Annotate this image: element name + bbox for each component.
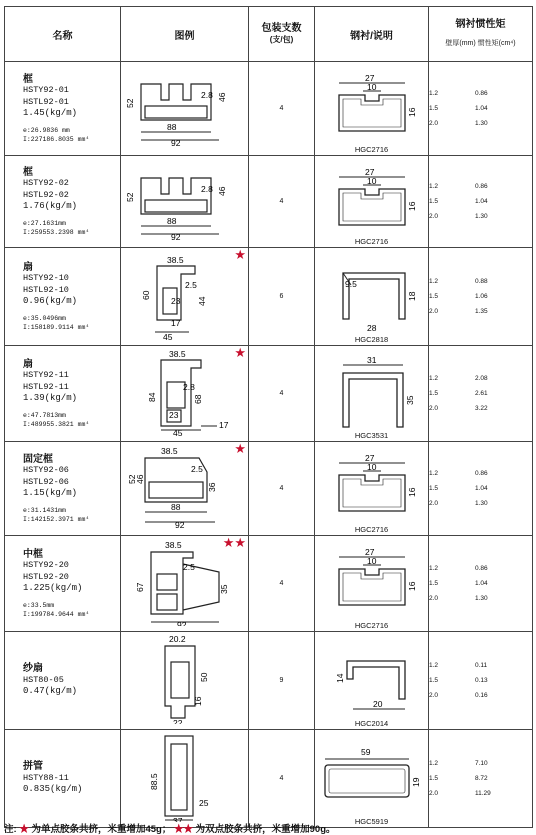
header-row: [5, 7, 533, 62]
dimension-label: 88: [171, 502, 181, 512]
steel-dimension-label: 27: [365, 547, 375, 557]
inertia-row: [429, 386, 532, 401]
steel-cell: [315, 248, 429, 346]
property-e: e:26.9836 mm: [23, 126, 70, 134]
dimension-label: 52: [125, 192, 135, 202]
dimension-label: 46: [217, 92, 227, 102]
profile-catalog-table: [4, 6, 533, 828]
profile-drawing: [121, 346, 247, 436]
dimension-label: 2.5: [191, 464, 203, 474]
dimension-label: 22: [173, 718, 183, 724]
wall-thickness: 1.5: [429, 198, 439, 205]
profile-drawing: [121, 156, 247, 242]
inertia-row: [429, 304, 532, 319]
steel-code: HGC2818: [354, 335, 389, 344]
wall-thickness: 2.0: [429, 213, 439, 220]
steel-drawing: [315, 737, 427, 815]
property-i: I:158189.9114 mm⁴: [23, 323, 90, 331]
steel-drawing: [315, 449, 427, 523]
product-type: 框: [23, 166, 33, 178]
footnote-prefix: 注:: [4, 824, 17, 835]
pack-count: 4: [249, 346, 315, 442]
inertia-value: 1.30: [475, 595, 488, 602]
footnote-text-double: 为双点胶条共挤，米重增加90g。: [195, 824, 336, 835]
dimension-label: 50: [199, 672, 209, 682]
product-type: 中框: [23, 548, 43, 560]
wall-thickness: 1.5: [429, 293, 439, 300]
steel-code: HGC2014: [354, 719, 389, 728]
steel-dimension-label: 10: [367, 82, 377, 92]
steel-dimension-label: 18: [407, 291, 417, 301]
steel-drawing: [315, 543, 427, 619]
unit-weight: 1.45(kg/m): [23, 108, 78, 118]
inertia-value: 1.04: [475, 105, 488, 112]
steel-dimension-label: 14: [335, 673, 345, 683]
product-code-1: HSTY92-20: [23, 560, 69, 570]
steel-dimension-label: 10: [367, 462, 377, 472]
inertia-value: 1.04: [475, 580, 488, 587]
product-code-1: HSTY88-11: [23, 772, 69, 783]
inertia-row: [429, 194, 532, 209]
dimension-label: 17: [219, 420, 229, 430]
dimension-label: 52: [127, 474, 137, 484]
steel-drawing: [315, 353, 427, 429]
dimension-label: 38.5: [161, 446, 178, 456]
steel-dimension-label: 28: [367, 323, 377, 333]
name-cell: [5, 442, 121, 536]
inertia-row: [429, 209, 532, 224]
wall-thickness: 1.5: [429, 775, 439, 782]
dimension-label: 84: [147, 392, 157, 402]
property-e: e:27.1631mm: [23, 219, 66, 227]
product-code-2: HSTL92-01: [23, 96, 69, 107]
inertia-row: [429, 496, 532, 511]
inertia-value: 8.72: [475, 775, 488, 782]
name-cell: [5, 632, 121, 730]
product-code-2: HSTL92-02: [23, 189, 69, 200]
property-i: I:489955.3821 mm⁴: [23, 420, 90, 428]
steel-dimension-label: 10: [367, 556, 377, 566]
header-steel: 钢衬/说明: [315, 7, 429, 62]
steel-code: HGC5919: [354, 817, 389, 826]
dimension-label: 35: [219, 584, 229, 594]
inertia-value: 0.16: [475, 692, 488, 699]
wall-thickness: 1.5: [429, 677, 439, 684]
property-i: I:142152.3971 mm⁴: [23, 515, 90, 523]
product-code-1: HSTY92-01: [23, 85, 69, 95]
figure-cell: [121, 632, 249, 730]
header-pack-line1: 包装支数: [261, 23, 302, 34]
figure-cell: [121, 536, 249, 632]
wall-thickness: 1.2: [429, 183, 439, 190]
product-row: [5, 62, 533, 156]
wall-thickness: 2.0: [429, 308, 439, 315]
inertia-row: [429, 771, 532, 786]
steel-cell: [315, 346, 429, 442]
figure-cell: [121, 346, 249, 442]
steel-code: HGC2716: [354, 145, 389, 154]
steel-dimension-label: 31: [367, 355, 377, 365]
pack-count: 4: [249, 62, 315, 156]
property-e: e:33.5mm: [23, 601, 55, 609]
dimension-label: 44: [197, 296, 207, 306]
unit-weight: 1.225(kg/m): [23, 583, 83, 593]
wall-thickness: 2.0: [429, 500, 439, 507]
steel-drawing: [315, 163, 427, 235]
wall-thickness: 1.2: [429, 278, 439, 285]
dimension-label: 37: [173, 816, 183, 822]
steel-cell: [315, 62, 429, 156]
header-pack-line2: (支/包): [269, 35, 294, 44]
header-figure: 图例: [121, 7, 249, 62]
dimension-label: 60: [141, 290, 151, 300]
header-inertia-sub: 壁厚(mm) 惯性矩(cm⁴): [445, 40, 516, 47]
unit-weight: 1.15(kg/m): [23, 488, 78, 498]
steel-code: HGC2716: [354, 621, 389, 630]
product-row: [5, 730, 533, 828]
inertia-row: [429, 371, 532, 386]
inertia-cell: [429, 248, 533, 346]
steel-cell: [315, 730, 429, 828]
inertia-cell: [429, 730, 533, 828]
inertia-row: [429, 688, 532, 703]
name-cell: [5, 346, 121, 442]
figure-cell: [121, 442, 249, 536]
steel-dimension-label: 20: [373, 699, 383, 709]
double-star-icon: ★★: [173, 824, 193, 835]
wall-thickness: 1.5: [429, 105, 439, 112]
inertia-value: 1.06: [475, 293, 488, 300]
product-row: [5, 632, 533, 730]
property-e: e:31.1431mm: [23, 506, 66, 514]
inertia-row: [429, 561, 532, 576]
product-row: [5, 346, 533, 442]
dimension-label: 88: [167, 122, 177, 132]
inertia-value: 1.04: [475, 485, 488, 492]
profile-drawing: [121, 730, 247, 822]
wall-thickness: 2.0: [429, 595, 439, 602]
dimension-label: 88: [167, 216, 177, 226]
dimension-label: 16: [193, 696, 203, 706]
inertia-row: [429, 756, 532, 771]
product-code-1: HST80-05: [23, 674, 64, 685]
property-e: e:35.0496mm: [23, 314, 66, 322]
inertia-value: 0.88: [475, 278, 488, 285]
inertia-value: 0.86: [475, 90, 488, 97]
steel-cell: [315, 632, 429, 730]
profile-drawing: [121, 248, 247, 340]
inertia-value: 0.11: [475, 662, 488, 669]
steel-drawing: [315, 69, 427, 143]
footnote-text-single: 为单点胶条共挤，米重增加45g；: [31, 824, 172, 835]
steel-cell: [315, 442, 429, 536]
inertia-value: 0.86: [475, 470, 488, 477]
inertia-value: 1.04: [475, 198, 488, 205]
figure-cell: [121, 248, 249, 346]
wall-thickness: 1.5: [429, 390, 439, 397]
inertia-row: [429, 466, 532, 481]
inertia-row: [429, 289, 532, 304]
star-icon: ★: [234, 441, 246, 456]
steel-dimension-label: 16: [407, 107, 417, 117]
steel-drawing: [315, 255, 427, 333]
product-type: 框: [23, 73, 33, 85]
pack-count: 6: [249, 248, 315, 346]
inertia-row: [429, 274, 532, 289]
product-code-1: HSTY92-10: [23, 273, 69, 283]
wall-thickness: 1.2: [429, 760, 439, 767]
pack-count: 4: [249, 730, 315, 828]
inertia-row: [429, 658, 532, 673]
product-type: 拼管: [23, 761, 43, 773]
wall-thickness: 1.5: [429, 485, 439, 492]
inertia-row: [429, 786, 532, 801]
inertia-cell: [429, 632, 533, 730]
steel-dimension-label: 27: [365, 453, 375, 463]
wall-thickness: 1.2: [429, 662, 439, 669]
dimension-label: 67: [135, 582, 145, 592]
dimension-label: 92: [177, 620, 187, 626]
dimension-label: 38.5: [167, 255, 184, 265]
figure-cell: [121, 730, 249, 828]
wall-thickness: 1.2: [429, 565, 439, 572]
wall-thickness: 1.2: [429, 375, 439, 382]
product-code-1: HSTY92-06: [23, 465, 69, 475]
inertia-value: 2.61: [475, 390, 488, 397]
name-cell: [5, 536, 121, 632]
steel-dimension-label: 10: [367, 176, 377, 186]
dimension-label: 36: [207, 482, 217, 492]
property-i: I:227186.8035 mm⁴: [23, 135, 90, 143]
dimension-label: 38.5: [169, 349, 186, 359]
steel-code: HGC3531: [354, 431, 389, 440]
inertia-cell: [429, 156, 533, 248]
inertia-value: 2.08: [475, 375, 488, 382]
steel-dimension-label: 27: [365, 167, 375, 177]
inertia-value: 11.29: [475, 790, 491, 797]
dimension-label: 20.2: [169, 634, 186, 644]
single-star-icon: ★: [19, 824, 29, 835]
product-code-2: HSTL92-10: [23, 284, 69, 295]
inertia-cell: [429, 536, 533, 632]
inertia-value: 0.86: [475, 565, 488, 572]
dimension-label: 92: [171, 232, 181, 242]
dimension-label: 2.8: [183, 382, 195, 392]
dimension-label: 2.8: [201, 90, 213, 100]
dimension-label: 92: [175, 520, 185, 530]
profile-drawing: [121, 632, 247, 724]
dimension-label: 2.5: [185, 280, 197, 290]
name-cell: [5, 730, 121, 828]
dimension-label: 46: [217, 186, 227, 196]
wall-thickness: 1.2: [429, 470, 439, 477]
product-code-2: HSTL92-20: [23, 571, 69, 582]
inertia-value: 3.22: [475, 405, 488, 412]
steel-dimension-label: 16: [407, 487, 417, 497]
inertia-cell: [429, 62, 533, 156]
unit-weight: 0.835(kg/m): [23, 784, 83, 795]
inertia-row: [429, 116, 532, 131]
dimension-label: 45: [173, 428, 183, 436]
product-type: 纱扇: [23, 663, 43, 675]
property-i: I:259553.2398 mm⁴: [23, 228, 90, 236]
product-row: [5, 156, 533, 248]
inertia-row: [429, 673, 532, 688]
dimension-label: 38.5: [165, 540, 182, 550]
steel-code: HGC2716: [354, 525, 389, 534]
footnote: [4, 821, 336, 835]
product-code-2: HSTL92-11: [23, 381, 69, 392]
dimension-label: 52: [125, 98, 135, 108]
header-inertia-title: 钢衬惯性矩: [455, 19, 506, 30]
dimension-label: 17: [171, 318, 181, 328]
inertia-row: [429, 591, 532, 606]
steel-dimension-label: 9.5: [345, 279, 357, 289]
dimension-label: 88.5: [149, 773, 159, 790]
property-i: I:199784.9644 mm⁴: [23, 610, 90, 618]
inertia-row: [429, 86, 532, 101]
wall-thickness: 2.0: [429, 692, 439, 699]
wall-thickness: 1.2: [429, 90, 439, 97]
unit-weight: 1.76(kg/m): [23, 201, 78, 211]
inertia-value: 7.10: [475, 760, 488, 767]
pack-count: 4: [249, 536, 315, 632]
pack-count: 4: [249, 442, 315, 536]
inertia-value: 1.35: [475, 308, 488, 315]
inertia-cell: [429, 442, 533, 536]
steel-dimension-label: 16: [407, 581, 417, 591]
product-code-1: HSTY92-11: [23, 370, 69, 380]
steel-cell: [315, 536, 429, 632]
profile-drawing: [121, 62, 247, 150]
steel-dimension-label: 16: [407, 201, 417, 211]
figure-cell: [121, 156, 249, 248]
product-code-1: HSTY92-02: [23, 178, 69, 188]
product-row: [5, 536, 533, 632]
steel-drawing: [315, 639, 427, 717]
unit-weight: 0.47(kg/m): [23, 686, 78, 697]
dimension-label: 92: [171, 138, 181, 148]
name-cell: [5, 248, 121, 346]
dimension-label: 2.5: [183, 562, 195, 572]
dimension-label: 25: [199, 798, 209, 808]
dimension-label: 23: [171, 296, 181, 306]
product-row: [5, 248, 533, 346]
inertia-value: 0.86: [475, 183, 488, 190]
inertia-value: 1.30: [475, 500, 488, 507]
pack-count: 4: [249, 156, 315, 248]
product-type: 扇: [23, 261, 33, 273]
inertia-row: [429, 401, 532, 416]
dimension-label: 46: [135, 474, 145, 484]
pack-count: 9: [249, 632, 315, 730]
inertia-row: [429, 576, 532, 591]
steel-dimension-label: 59: [361, 747, 371, 757]
star-icon: ★: [234, 345, 246, 360]
unit-weight: 1.39(kg/m): [23, 393, 78, 403]
product-type: 固定框: [23, 453, 53, 465]
inertia-row: [429, 179, 532, 194]
name-cell: [5, 156, 121, 248]
star-icon: ★: [234, 247, 246, 262]
inertia-value: 1.30: [475, 120, 488, 127]
product-type: 扇: [23, 358, 33, 370]
inertia-row: [429, 481, 532, 496]
wall-thickness: 2.0: [429, 405, 439, 412]
dimension-label: 68: [193, 394, 203, 404]
dimension-label: 23: [169, 410, 179, 420]
unit-weight: 0.96(kg/m): [23, 296, 78, 306]
steel-dimension-label: 27: [365, 73, 375, 83]
steel-dimension-label: 35: [405, 395, 415, 405]
product-code-2: HSTL92-06: [23, 476, 69, 487]
steel-code: HGC2716: [354, 237, 389, 246]
steel-dimension-label: 19: [411, 777, 421, 787]
inertia-cell: [429, 346, 533, 442]
dimension-label: 2.8: [201, 184, 213, 194]
product-row: [5, 442, 533, 536]
wall-thickness: 1.5: [429, 580, 439, 587]
profile-drawing: [121, 442, 247, 530]
wall-thickness: 2.0: [429, 790, 439, 797]
header-pack: [249, 7, 315, 62]
wall-thickness: 2.0: [429, 120, 439, 127]
inertia-value: 0.13: [475, 677, 488, 684]
dimension-label: 45: [163, 332, 173, 340]
figure-cell: [121, 62, 249, 156]
steel-cell: [315, 156, 429, 248]
header-name: 名称: [5, 7, 121, 62]
header-inertia: [429, 7, 533, 62]
inertia-value: 1.30: [475, 213, 488, 220]
property-e: e:47.7813mm: [23, 411, 66, 419]
star-icon: ★★: [222, 535, 246, 550]
name-cell: [5, 62, 121, 156]
inertia-row: [429, 101, 532, 116]
